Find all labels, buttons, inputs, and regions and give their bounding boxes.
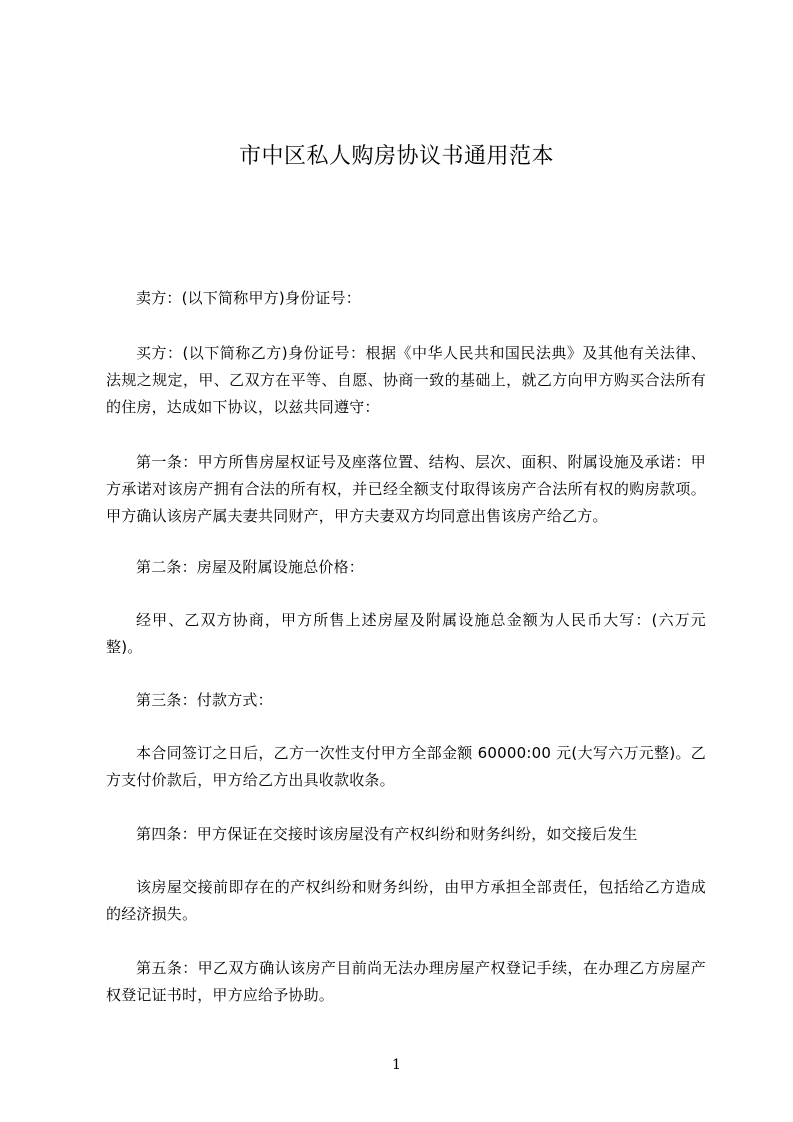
page-number: 1 [392, 1057, 401, 1073]
paragraph-buyer: 买方：(以下简称乙方)身份证号：根据《中华人民共和国民法典》及其他有关法律、法规之规定，甲、乙双方在平等、自愿、协商一致的基础上，就乙方向甲方购买合法所有的住房，达成如下协议，以兹共同遵守： [106, 344, 706, 416]
paragraph-seller: 卖方：(以下简称甲方)身份证号： [136, 289, 361, 307]
paragraph-article-2: 第二条：房屋及附属设施总价格： [136, 558, 365, 576]
paragraph-dispute: 该房屋交接前即存在的产权纠纷和财务纠纷，由甲方承担全部责任，包括给乙方造成的经济损失。 [106, 878, 706, 923]
paragraph-article-4: 第四条：甲方保证在交接时该房屋没有产权纠纷和财务纠纷，如交接后发生 [136, 825, 638, 843]
paragraph-price: 经甲、乙双方协商，甲方所售上述房屋及附属设施总金额为人民币大写：(六万元整)。 [106, 611, 706, 656]
document-title: 市中区私人购房协议书通用范本 [238, 144, 554, 169]
paragraph-article-5: 第五条：甲乙双方确认该房产目前尚无法办理房屋产权登记手续，在办理乙方房屋产权登记证书时，甲方应给予协助。 [106, 959, 706, 1004]
paragraph-article-1: 第一条：甲方所售房屋权证号及座落位置、结构、层次、面积、附属设施及承诺：甲方承诺对该房产拥有合法的所有权，并已经全额支付取得该房产合法所有权的购房款项。甲方确认该房产属夫妻共同财产，甲方夫妻双方均同意出售该房产给乙方。 [106, 453, 706, 525]
paragraph-article-3: 第三条：付款方式： [136, 691, 273, 709]
paragraph-payment: 本合同签订之日后，乙方一次性支付甲方全部金额 60000:00 元(大写六万元整)。乙方支付价款后，甲方给乙方出具收款收条。 [106, 744, 706, 789]
